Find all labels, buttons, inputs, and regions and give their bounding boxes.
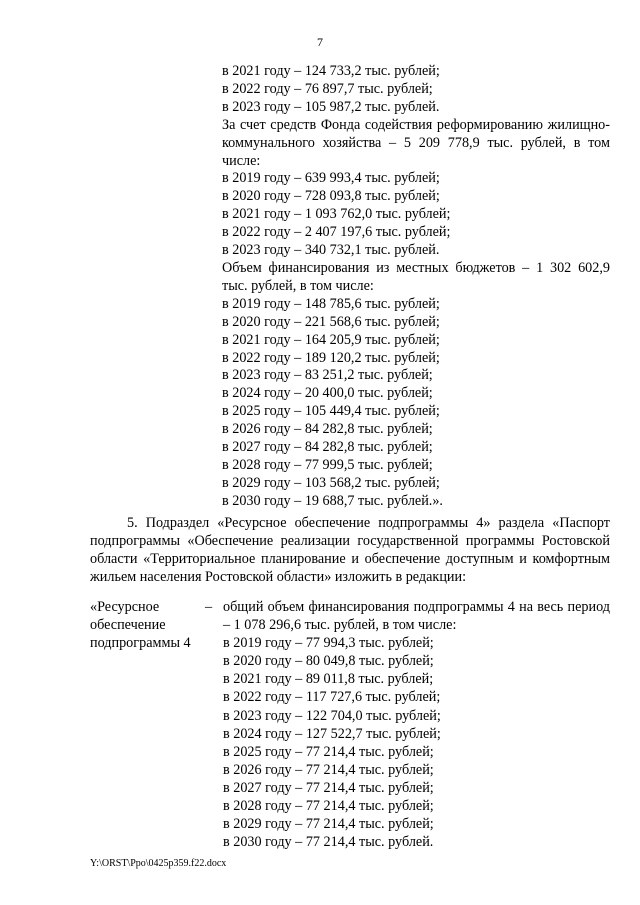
local-line-2029: в 2029 году – 103 568,2 тыс. рублей; — [222, 474, 440, 491]
local-line-2028: в 2028 году – 77 999,5 тыс. рублей; — [222, 456, 433, 473]
fund-reform-paragraph: За счет средств Фонда содействия реформированию жилищно-коммунального хозяйства – 5 209 778,9 тыс. рублей, в том числе: — [222, 116, 610, 169]
table-line-2028: в 2028 году – 77 214,4 тыс. рублей; — [223, 798, 434, 815]
table-line-2030: в 2030 году – 77 214,4 тыс. рублей. — [223, 834, 434, 851]
local-line-2024: в 2024 году – 20 400,0 тыс. рублей; — [222, 385, 433, 402]
funding-line-2023: в 2023 году – 105 987,2 тыс. рублей. — [222, 98, 440, 115]
table-line-2023: в 2023 году – 122 704,0 тыс. рублей; — [223, 707, 441, 724]
label-line-2: обеспечение — [90, 617, 166, 634]
funding-continuation-block — [222, 63, 610, 511]
table-line-2026: в 2026 году – 77 214,4 тыс. рублей; — [223, 761, 434, 778]
page-number: 7 — [317, 35, 323, 49]
funding-line-2022: в 2022 году – 76 897,7 тыс. рублей; — [222, 80, 433, 97]
local-line-2026: в 2026 году – 84 282,8 тыс. рублей; — [222, 421, 433, 438]
local-line-2030: в 2030 году – 19 688,7 тыс. рублей.». — [222, 492, 443, 509]
table-line-2019: в 2019 году – 77 994,3 тыс. рублей; — [223, 635, 434, 652]
table-line-2025: в 2025 году – 77 214,4 тыс. рублей; — [223, 743, 434, 760]
footer-file-path: Y:\ORST\Ppo\0425p359.f22.docx — [90, 858, 227, 869]
resource-table-values — [223, 598, 610, 851]
table-line-2021: в 2021 году – 89 011,8 тыс. рублей; — [223, 671, 434, 688]
fund-line-2023: в 2023 году – 340 732,1 тыс. рублей. — [222, 242, 440, 259]
label-line-1: «Ресурсное — [90, 599, 160, 615]
table-line-2022: в 2022 году – 117 727,6 тыс. рублей; — [223, 689, 441, 706]
label-line-3: подпрограммы 4 — [90, 635, 191, 652]
table-line-2024: в 2024 году – 127 522,7 тыс. рублей; — [223, 725, 441, 742]
total-financing-text: общий объем финансирования подпрограммы 4 на весь период – 1 078 296,6 тыс. рублей, в том числе: — [223, 599, 610, 634]
local-line-2027: в 2027 году – 84 282,8 тыс. рублей; — [222, 439, 433, 456]
local-line-2025: в 2025 году – 105 449,4 тыс. рублей; — [222, 403, 440, 420]
local-line-2021: в 2021 году – 164 205,9 тыс. рублей; — [222, 331, 440, 348]
table-line-2029: в 2029 году – 77 214,4 тыс. рублей; — [223, 816, 434, 833]
table-line-2020: в 2020 году – 80 049,8 тыс. рублей; — [223, 653, 434, 670]
local-budget-paragraph: Объем финансирования из местных бюджетов – 1 302 602,9 тыс. рублей, в том числе: — [222, 259, 610, 294]
fund-line-2019: в 2019 году – 639 993,4 тыс. рублей; — [222, 170, 440, 187]
resource-table-dash: – — [205, 599, 213, 615]
section-5-text: 5. Подраздел «Ресурсное обеспечение подпрограммы 4» раздела «Паспорт подпрограммы «Обеспечение реализации государственной программы Ростовской области «Территориальное планирование и обеспечение доступным и комфортным жильем населения Ростовской области» изложить в редакции: — [90, 515, 610, 586]
local-line-2022: в 2022 году – 189 120,2 тыс. рублей; — [222, 349, 440, 366]
table-line-2027: в 2027 году – 77 214,4 тыс. рублей; — [223, 779, 434, 796]
local-line-2023: в 2023 году – 83 251,2 тыс. рублей; — [222, 367, 433, 384]
fund-line-2020: в 2020 году – 728 093,8 тыс. рублей; — [222, 188, 440, 205]
fund-line-2021: в 2021 году – 1 093 762,0 тыс. рублей; — [222, 206, 451, 223]
section-5-paragraph — [90, 514, 610, 586]
funding-line-2021: в 2021 году – 124 733,2 тыс. рублей; — [222, 63, 440, 79]
local-line-2020: в 2020 году – 221 568,6 тыс. рублей; — [222, 313, 440, 330]
resource-table-label — [90, 598, 202, 652]
fund-line-2022: в 2022 году – 2 407 197,6 тыс. рублей; — [222, 224, 451, 241]
local-line-2019: в 2019 году – 148 785,6 тыс. рублей; — [222, 295, 440, 312]
